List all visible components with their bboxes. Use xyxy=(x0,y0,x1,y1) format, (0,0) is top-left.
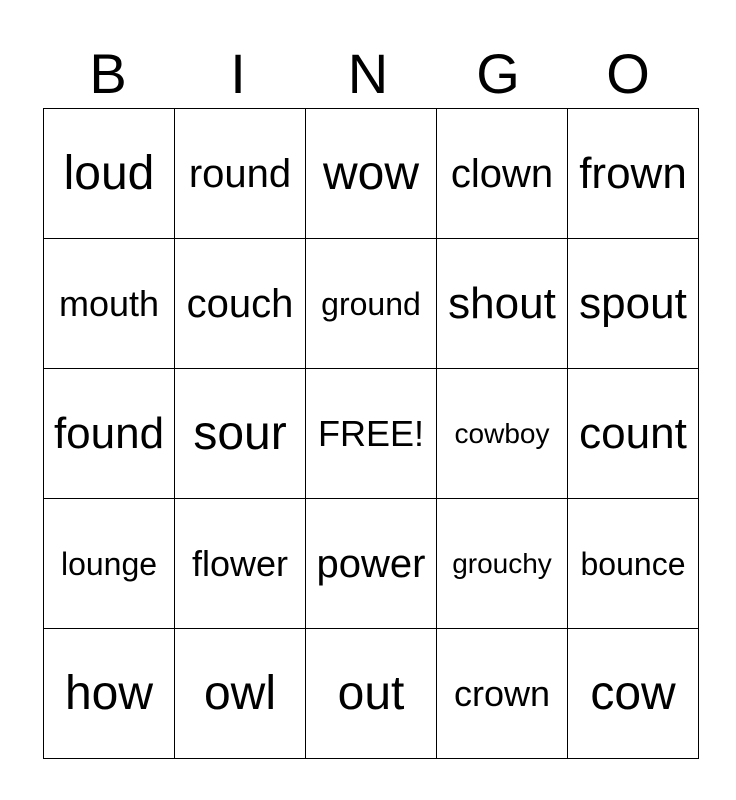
bingo-cell: shout xyxy=(437,239,568,369)
bingo-cell: ground xyxy=(306,239,437,369)
bingo-cell: lounge xyxy=(44,499,175,629)
card-row xyxy=(44,239,699,369)
bingo-cell: out xyxy=(306,629,437,759)
bingo-header xyxy=(43,40,693,108)
bingo-cell: mouth xyxy=(44,239,175,369)
header-letter-g: G xyxy=(476,42,520,105)
card-row xyxy=(44,369,699,499)
header-letter-i: I xyxy=(230,42,246,105)
card-row xyxy=(44,499,699,629)
bingo-cell: owl xyxy=(175,629,306,759)
bingo-card xyxy=(43,108,699,759)
bingo-cell: loud xyxy=(44,109,175,239)
bingo-cell: cow xyxy=(568,629,699,759)
bingo-cell: cowboy xyxy=(437,369,568,499)
header-letter-o: O xyxy=(606,42,650,105)
bingo-cell: bounce xyxy=(568,499,699,629)
bingo-cell: count xyxy=(568,369,699,499)
bingo-cell: how xyxy=(44,629,175,759)
bingo-cell: clown xyxy=(437,109,568,239)
card-row xyxy=(44,109,699,239)
bingo-cell: wow xyxy=(306,109,437,239)
bingo-cell: sour xyxy=(175,369,306,499)
free-space-cell: FREE! xyxy=(306,369,437,499)
header-letter-b: B xyxy=(89,42,127,105)
bingo-cell: grouchy xyxy=(437,499,568,629)
bingo-cell: round xyxy=(175,109,306,239)
card-row xyxy=(44,629,699,759)
bingo-cell: found xyxy=(44,369,175,499)
bingo-cell: couch xyxy=(175,239,306,369)
bingo-cell: crown xyxy=(437,629,568,759)
bingo-cell: power xyxy=(306,499,437,629)
bingo-cell: frown xyxy=(568,109,699,239)
bingo-cell: flower xyxy=(175,499,306,629)
header-letter-n: N xyxy=(347,42,389,105)
bingo-cell: spout xyxy=(568,239,699,369)
